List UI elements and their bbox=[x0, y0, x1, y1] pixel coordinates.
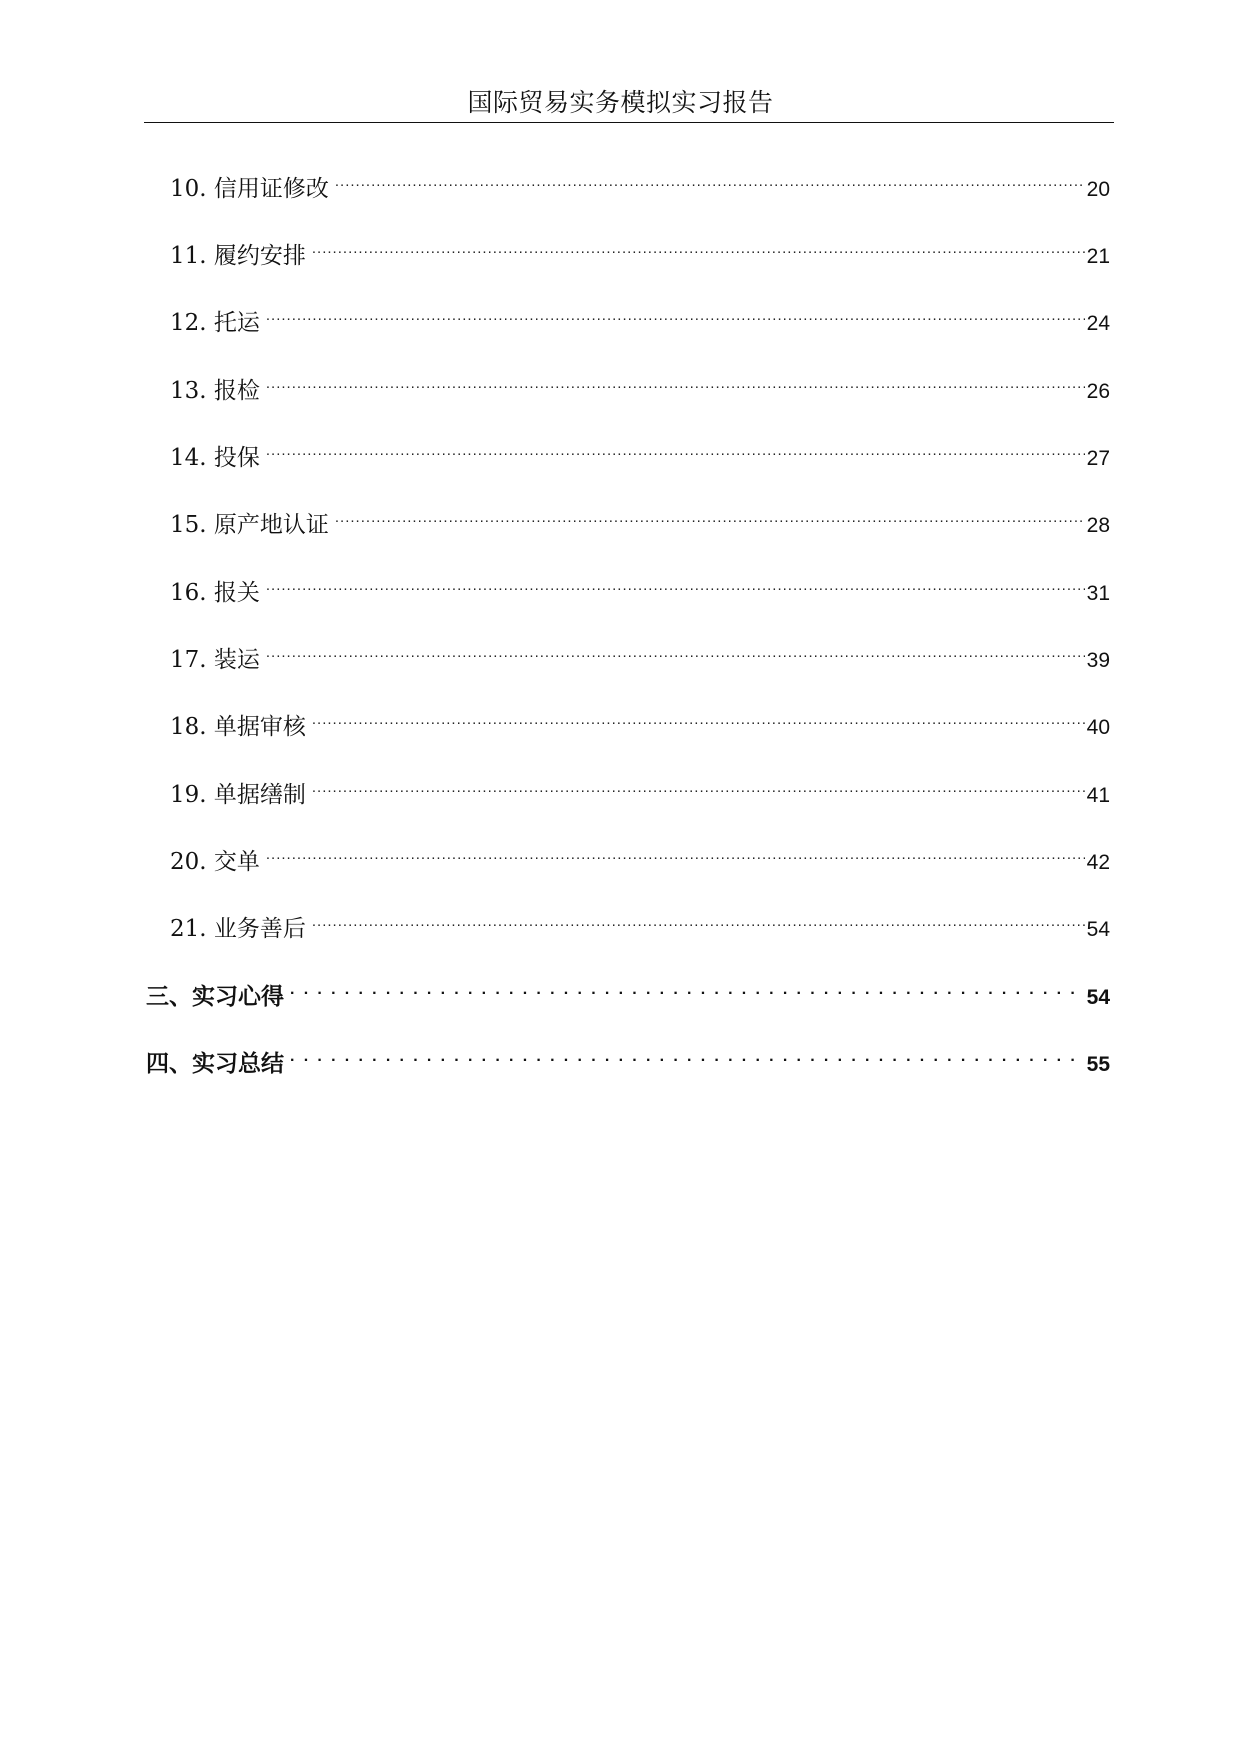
toc-entry[interactable] bbox=[170, 162, 1110, 202]
toc-dot-leader bbox=[266, 835, 1085, 869]
toc-entry-label: 10. 信用证修改 bbox=[170, 176, 329, 202]
toc-dot-leader bbox=[335, 498, 1085, 532]
page-header-title: 国际贸易实务模拟实习报告 bbox=[467, 88, 774, 117]
toc-entry-page: 27 bbox=[1086, 447, 1110, 470]
toc-entry[interactable] bbox=[170, 296, 1110, 336]
toc-dot-leader bbox=[312, 902, 1085, 936]
toc-entry-label: 12. 托运 bbox=[170, 310, 260, 336]
toc-entry-section[interactable] bbox=[146, 1037, 1110, 1077]
toc-entry-label: 15. 原产地认证 bbox=[170, 512, 329, 538]
toc-entry-page: 42 bbox=[1086, 851, 1110, 874]
toc-entry-page: 55 bbox=[1086, 1053, 1110, 1076]
toc-entry-page: 54 bbox=[1086, 986, 1110, 1009]
toc-entry-label: 13. 报检 bbox=[170, 378, 260, 404]
toc-entry-label: 11. 履约安排 bbox=[170, 243, 306, 269]
toc-entry-page: 39 bbox=[1086, 649, 1110, 672]
toc-entry[interactable] bbox=[170, 835, 1110, 875]
toc-entry-page: 40 bbox=[1086, 716, 1110, 739]
toc-entry-label: 17. 装运 bbox=[170, 647, 260, 673]
toc-dot-leader bbox=[290, 1037, 1085, 1071]
toc-dot-leader bbox=[312, 700, 1085, 734]
toc-entry-page: 31 bbox=[1086, 582, 1110, 605]
toc-entry[interactable] bbox=[170, 902, 1110, 942]
toc-entry-label: 16. 报关 bbox=[170, 580, 260, 606]
toc-entry[interactable] bbox=[170, 633, 1110, 673]
toc-entry-page: 20 bbox=[1086, 178, 1110, 201]
toc-entry-page: 41 bbox=[1086, 784, 1110, 807]
toc-dot-leader bbox=[312, 229, 1085, 263]
toc-entry-label: 四、实习总结 bbox=[146, 1050, 284, 1077]
toc-entry-label: 18. 单据审核 bbox=[170, 714, 306, 740]
toc-entry-page: 21 bbox=[1086, 245, 1110, 268]
toc-entry[interactable] bbox=[170, 431, 1110, 471]
toc-dot-leader bbox=[266, 566, 1085, 600]
toc-dot-leader bbox=[335, 162, 1085, 196]
toc-entry-label: 三、实习心得 bbox=[146, 983, 284, 1010]
toc-entry-label: 19. 单据缮制 bbox=[170, 782, 306, 808]
toc-dot-leader bbox=[266, 364, 1085, 398]
toc-dot-leader bbox=[266, 633, 1085, 667]
header-divider bbox=[144, 122, 1114, 123]
toc-entry-label: 21. 业务善后 bbox=[170, 916, 306, 942]
toc-dot-leader bbox=[266, 431, 1085, 465]
toc-entry-page: 54 bbox=[1086, 918, 1110, 941]
toc-entry-page: 26 bbox=[1086, 380, 1110, 403]
toc-dot-leader bbox=[290, 970, 1085, 1004]
toc-entry[interactable] bbox=[170, 364, 1110, 404]
toc-entry-page: 24 bbox=[1086, 312, 1110, 335]
toc-entry-label: 20. 交单 bbox=[170, 849, 260, 875]
toc-entry-label: 14. 投保 bbox=[170, 445, 260, 471]
toc-entry-page: 28 bbox=[1086, 514, 1110, 537]
toc-dot-leader bbox=[266, 296, 1085, 330]
toc-entry[interactable] bbox=[170, 768, 1110, 808]
toc-entry[interactable] bbox=[170, 700, 1110, 740]
toc-entry[interactable] bbox=[170, 229, 1110, 269]
toc-entry-section[interactable] bbox=[146, 970, 1110, 1010]
toc-entry[interactable] bbox=[170, 498, 1110, 538]
toc-entry[interactable] bbox=[170, 566, 1110, 606]
toc-dot-leader bbox=[312, 768, 1085, 802]
